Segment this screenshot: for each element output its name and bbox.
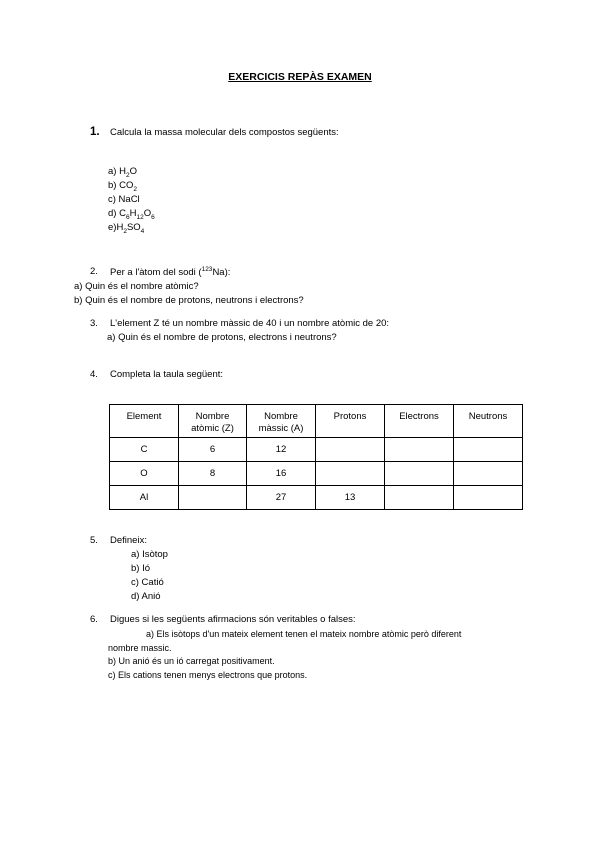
table-cell: 6 bbox=[179, 438, 247, 462]
q2-item-a: a) Quin és el nombre atòmic? bbox=[74, 281, 199, 292]
q2-item-b: b) Quin és el nombre de protons, neutrons i electrons? bbox=[74, 295, 304, 306]
table-cell[interactable] bbox=[454, 462, 523, 486]
table-cell[interactable] bbox=[454, 486, 523, 510]
page-title: EXERCICIS REPÀS EXAMEN bbox=[228, 71, 372, 83]
table-cell[interactable] bbox=[385, 438, 454, 462]
table-cell: C bbox=[110, 438, 179, 462]
table-cell: 27 bbox=[247, 486, 316, 510]
table-row bbox=[110, 486, 523, 510]
q6-item-a-line1: a) Els isòtops d'un mateix element tenen el mateix nombre atòmic però diferent bbox=[146, 629, 462, 639]
table-cell: 12 bbox=[247, 438, 316, 462]
q6-item-a-line2: nombre massic. bbox=[108, 643, 172, 653]
table-cell: O bbox=[110, 462, 179, 486]
q1-item-a: a) $H_2O$ bbox=[108, 166, 137, 179]
data-table bbox=[109, 404, 523, 510]
q5-item-b: b) Ió bbox=[131, 563, 151, 574]
table-cell: Al bbox=[110, 486, 179, 510]
table-cell: 13 bbox=[316, 486, 385, 510]
table-cell: 8 bbox=[179, 462, 247, 486]
q4-text: Completa la taula següent: bbox=[110, 369, 224, 380]
table-cell[interactable] bbox=[385, 462, 454, 486]
table-header-row bbox=[110, 405, 523, 438]
table-row bbox=[110, 462, 523, 486]
header-cell: Nombre atòmic (Z) bbox=[179, 405, 247, 438]
table-cell[interactable] bbox=[454, 438, 523, 462]
header-cell: Element bbox=[110, 405, 179, 438]
q1-text: Calcula la massa molecular dels compostos següents: bbox=[110, 127, 339, 138]
table-cell: 16 bbox=[247, 462, 316, 486]
q5-item-d: d) Anió bbox=[131, 591, 161, 602]
q5-number: 5. bbox=[90, 535, 98, 546]
q1-item-b: b) $CO_2$ bbox=[108, 180, 137, 193]
q5-item-c: c) Catió bbox=[131, 577, 164, 588]
table-cell[interactable] bbox=[385, 486, 454, 510]
q2-number: 2. bbox=[90, 266, 98, 277]
q5-item-a: a) Isòtop bbox=[131, 549, 168, 560]
q1-number: 1. bbox=[90, 126, 100, 138]
header-cell: Protons bbox=[316, 405, 385, 438]
table-cell[interactable] bbox=[316, 462, 385, 486]
header-cell: Neutrons bbox=[454, 405, 523, 438]
q1-item-d: d) $C_6H_{12}O_6$ bbox=[108, 208, 155, 221]
table-cell[interactable] bbox=[179, 486, 247, 510]
table-row bbox=[110, 438, 523, 462]
q3-item-a: a) Quin és el nombre de protons, electrons i neutrons? bbox=[107, 332, 337, 343]
table-cell[interactable] bbox=[316, 438, 385, 462]
q6-item-c: c) Els cations tenen menys electrons que protons. bbox=[108, 670, 308, 680]
q2-text: Per a l'àtom del sodi ($^{123}$Na): bbox=[110, 266, 231, 279]
header-cell: Nombre màssic (A) bbox=[247, 405, 316, 438]
header-cell: Electrons bbox=[385, 405, 454, 438]
q1-item-e: $e)H_2SO_4$ bbox=[108, 222, 145, 235]
q3-number: 3. bbox=[90, 318, 98, 329]
q6-text: Digues si les següents afirmacions són veritables o falses: bbox=[110, 614, 356, 625]
q6-item-b: b) Un anió és un ió carregat positivament. bbox=[108, 656, 275, 666]
q6-number: 6. bbox=[90, 614, 98, 625]
q4-number: 4. bbox=[90, 369, 98, 380]
q1-item-c: c) NaCl bbox=[108, 194, 140, 205]
q5-text: Defineix: bbox=[110, 535, 147, 546]
q3-text: L'element Z té un nombre màssic de 40 i un nombre atòmic de 20: bbox=[110, 318, 390, 329]
